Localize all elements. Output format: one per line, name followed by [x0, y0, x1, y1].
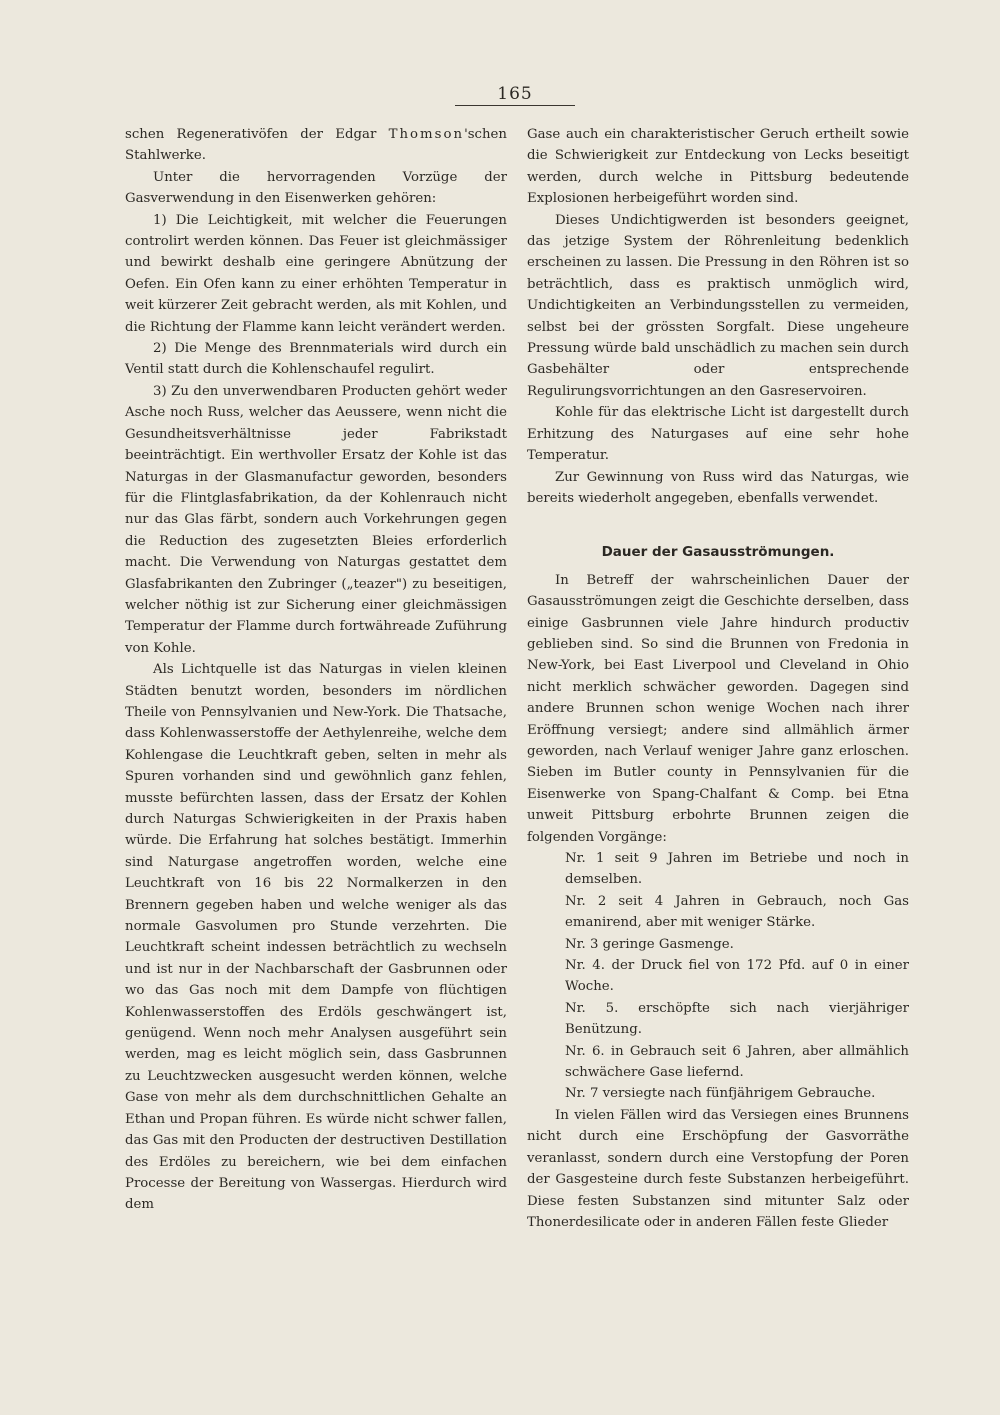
spaced-name: Thomson — [388, 127, 465, 142]
paragraph: schen Regenerativöfen der Edgar Thomson'schen Stahlwerke. — [125, 127, 507, 164]
right-column — [527, 124, 909, 1233]
page-number-rule — [455, 105, 575, 106]
paragraph: Zur Gewinnung von Russ wird das Naturgas, wie bereits wiederholt angegeben, ebenfalls verwendet. — [527, 469, 909, 506]
section-heading: Dauer der Gasausströmungen. — [601, 544, 835, 561]
left-column — [125, 124, 507, 1216]
list-item: Nr. 5. erschöpfte sich nach vierjähriger Benützung. — [565, 1000, 909, 1038]
list-item: Nr. 1 seit 9 Jahren im Betriebe und noch in demselben. — [565, 851, 909, 888]
paragraph: Unter die hervorragenden Vorzüge der Gasverwendung in den Eisenwerken gehören: — [125, 169, 507, 207]
list-item: Nr. 7 versiegte nach fünfjährigem Gebrauche. — [565, 1086, 876, 1102]
list-item: Nr. 4. der Druck fiel von 172 Pfd. auf 0 in einer Woche. — [565, 958, 909, 995]
page-number: 165 — [497, 84, 533, 104]
list-item: Nr. 2 seit 4 Jahren in Gebrauch, noch Gas emanirend, aber mit weniger Stärke. — [565, 893, 909, 931]
list-item: Nr. 3 geringe Gasmenge. — [565, 936, 734, 952]
paragraph: In vielen Fällen wird das Versiegen eines Brunnens nicht durch eine Erschöpfung der Gasvorräthe veranlasst, sondern durch eine Verstopfung der Poren der Gasgesteine durch feste Substanzen herbeigeführt. Diese festen Substanzen sind mitunter Salz oder Thonerdesilicate oder in anderen Fällen feste Glieder — [527, 1107, 909, 1230]
paragraph: 1) Die Leichtigkeit, mit welcher die Feuerungen controlirt werden können. Das Feuer ist gleichmässiger und bewirkt deshalb eine geringere Abnützung der Oefen. Ein Ofen kann zu einer erhöhten Temperatur in weit kürzerer Zeit gebracht werden, als mit Kohlen, und die Richtung der Flamme kann leicht verändert werden. — [125, 212, 507, 335]
paragraph: Als Lichtquelle ist das Naturgas in vielen kleinen Städten benutzt worden, besonders im nördlichen Theile von Pennsylvanien und New-York. Die Thatsache, dass Kohlenwasserstoffe der Aethylenreihe, welche dem Kohlengase die Leuchtkraft geben, selten in mehr als Spuren vorhanden sind und gewöhnlich ganz fehlen, musste befürchten lassen, dass der Ersatz der Kohlen durch Naturgas Schwierigkeiten in der Praxis haben würde. Die Erfahrung hat solches bestätigt. Immerhin sind Naturgase angetroffen worden, welche eine Leuchtkraft von 16 bis 22 Normalkerzen in den Brennern gegeben haben und welche weniger als das normale Gasvolumen pro Stunde verzehrten. Die Leuchtkraft scheint indessen beträchtlich zu wechseln und ist nur in der Nachbarschaft der Gasbrunnen oder wo das Gas noch mit dem Dampfe von flüchtigen Kohlenwasserstoffen des Erdöls geschwängert ist, genügend. Wenn noch mehr Analysen ausgeführt sein werden, mag es leicht möglich sein, dass Gasbrunnen zu Leuchtzwecken ausgesucht werden können, welche Gase von mehr als dem durchschnittlichen Gehalte an Ethan und Propan führen. Es würde nicht schwer fallen, das Gas mit den Producten der destructiven Destillation des Erdöles zu bereichern, wie bei dem einfachen Processe der Bereitung von Wassergas. Hierdurch wird dem — [125, 662, 507, 1213]
paragraph: 3) Zu den unverwendbaren Producten gehört weder Asche noch Russ, welcher das Aeussere, wenn nicht die Gesundheitsverhältnisse jeder Fabrikstadt beeinträchtigt. Ein werthvoller Ersatz der Kohle ist das Naturgas in der Glasmanufactur geworden, besonders für die Flintglasfabrikation, da der Kohlenrauch nicht nur das Glas färbt, sondern auch Vorkehrungen gegen die Reduction des zugesetzten Bleies erforderlich macht. Die Verwendung von Naturgas gestattet dem Glasfabrikanten den Zubringer („teazer") zu beseitigen, welcher nöthig ist zur Sicherung einer gleichmässigen Temperatur der Flamme durch fortwähreade Zuführung von Kohle. — [125, 383, 507, 656]
paragraph: 2) Die Menge des Brennmaterials wird durch ein Ventil statt durch die Kohlenschaufel regulirt. — [125, 341, 507, 378]
paragraph: Gase auch ein charakteristischer Geruch ertheilt sowie die Schwierigkeit zur Entdeckung von Lecks beseitigt werden, durch welche in Pittsburg bedeutende Explosionen herbeigeführt worden sind. — [527, 127, 909, 207]
paragraph: In Betreff der wahrscheinlichen Dauer der Gasausströmungen zeigt die Geschichte derselben, dass einige Gasbrunnen viele Jahre hindurch productiv geblieben sind. So sind die Brunnen von Fredonia in New-York, bei East Liverpool und Cleveland in Ohio nicht merklich schwächer geworden. Dagegen sind andere Brunnen schon wenige Wochen nach ihrer Eröffnung versiegt; andere sind allmählich ärmer geworden, nach Verlauf weniger Jahre ganz erloschen. Sieben im Butler county in Pennsylvanien für die Eisenwerke von Spang-Chalfant & Comp. bei Etna unweit Pittsburg erbohrte Brunnen zeigen die folgenden Vorgänge: — [527, 572, 909, 845]
list-item: Nr. 6. in Gebrauch seit 6 Jahren, aber allmählich schwächere Gase liefernd. — [565, 1043, 909, 1081]
paragraph: Dieses Undichtigwerden ist besonders geeignet, das jetzige System der Röhrenleitung bedenklich erscheinen zu lassen. Die Pressung in den Röhren ist so beträchtlich, dass es praktisch unmöglich wird, Undichtigkeiten an Verbindungsstellen zu vermeiden, selbst bei der grössten Sorgfalt. Diese ungeheure Pressung würde bald unschädlich zu machen sein durch Gasbehälter oder entsprechende Regulirungsvorrichtungen an den Gasreservoiren. — [527, 212, 909, 399]
paragraph: Kohle für das elektrische Licht ist dargestellt durch Erhitzung des Naturgases auf eine sehr hohe Temperatur. — [527, 405, 909, 464]
